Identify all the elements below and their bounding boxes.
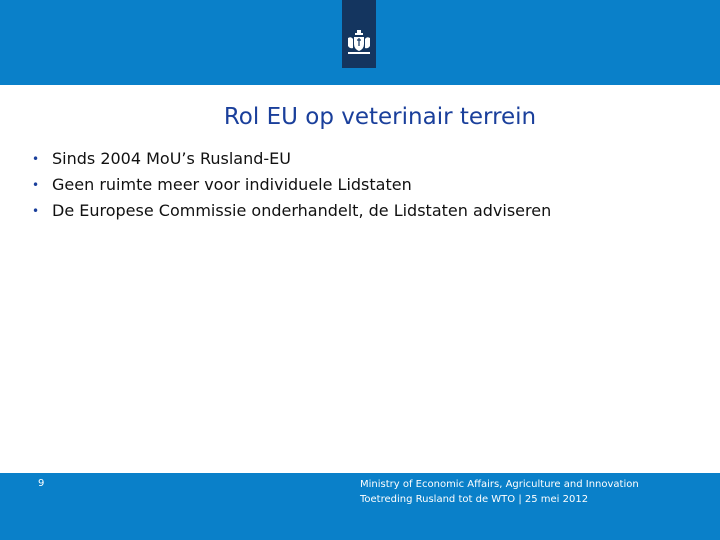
bullet-text: De Europese Commissie onderhandelt, de Lidstaten adviseren [52,201,552,220]
footer-ministry: Ministry of Economic Affairs, Agriculture and Innovation [360,479,639,490]
slide-title: Rol EU op veterinair terrein [223,104,537,130]
bullet-item [30,146,551,172]
bullet-text: Sinds 2004 MoU’s Rusland-EU [52,149,291,168]
bullet-dot-icon: • [32,152,40,166]
bullet-dot-icon: • [32,204,40,218]
bullet-text: Geen ruimte meer voor individuele Lidstaten [52,175,412,194]
bullet-dot-icon: • [32,178,40,192]
bullet-item [30,198,551,224]
coat-of-arms-icon [345,29,373,57]
footer-subtitle: Toetreding Rusland tot de WTO | 25 mei 2012 [360,494,589,505]
bullet-list [30,146,551,224]
footer-text [360,477,639,507]
logo-tab [342,0,376,68]
bullet-item [30,172,551,198]
page-number: 9 [38,478,45,489]
